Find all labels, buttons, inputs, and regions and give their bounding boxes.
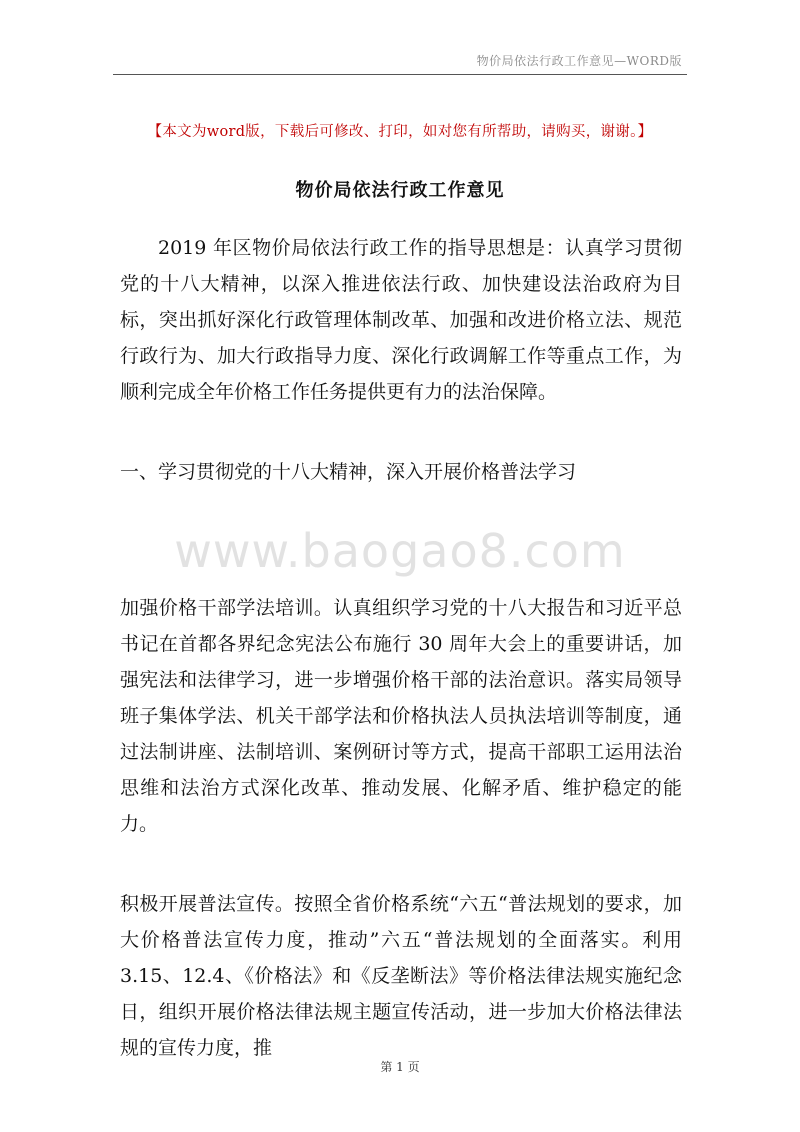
purchase-notice: 【本文为word版，下载后可修改、打印，如对您有所帮助，请购买，谢谢。】	[147, 124, 653, 140]
paragraph-promotion: 积极开展普法宣传。按照全省价格系统“六五“普法规划的要求，加大价格普法宣传力度，推动”六五“普法规划的全面落实。利用 3.15、12.4、《价格法》和《反垄断法》等价格法律法规实施纪念日，组织开展价格法律法规主题宣传活动，进一步加大价格法律法规的宣传力度，推	[120, 893, 682, 1059]
running-header: 物价局依法行政工作意见—WORD版	[476, 54, 682, 68]
paragraph-study: 加强价格干部学法培训。认真组织学习党的十八大报告和习近平总书记在首都各界纪念宪法公布施行 30 周年大会上的重要讲话，加强宪法和法律学习，进一步增强价格干部的法治意识。落实局领导班子集体学法、机关干部学法和价格执法人员执法培训等制度，通过法制讲座、法制培训、案例研讨等方式，提高干部职工运用法治思维和法治方式深化改革、推动发展、化解矛盾、维护稳定的能力。	[120, 597, 682, 835]
page-number: 第 1 页	[380, 1060, 420, 1074]
header-divider	[113, 74, 687, 75]
watermark: www.baogao8.com	[174, 524, 626, 578]
document-body	[120, 230, 682, 1066]
intro-paragraph: 2019 年区物价局依法行政工作的指导思想是：认真学习贯彻党的十八大精神，以深入推进依法行政、加快建设法治政府为目标，突出抓好深化行政管理体制改革、加强和改进价格立法、规范行政行为、加大行政指导力度、深化行政调解工作等重点工作，为顺利完成全年价格工作任务提供更有力的法治保障。	[120, 237, 682, 403]
document-title: 物价局依法行政工作意见	[295, 180, 505, 201]
section-heading: 一、学习贯彻党的十八大精神，深入开展价格普法学习	[120, 461, 577, 483]
